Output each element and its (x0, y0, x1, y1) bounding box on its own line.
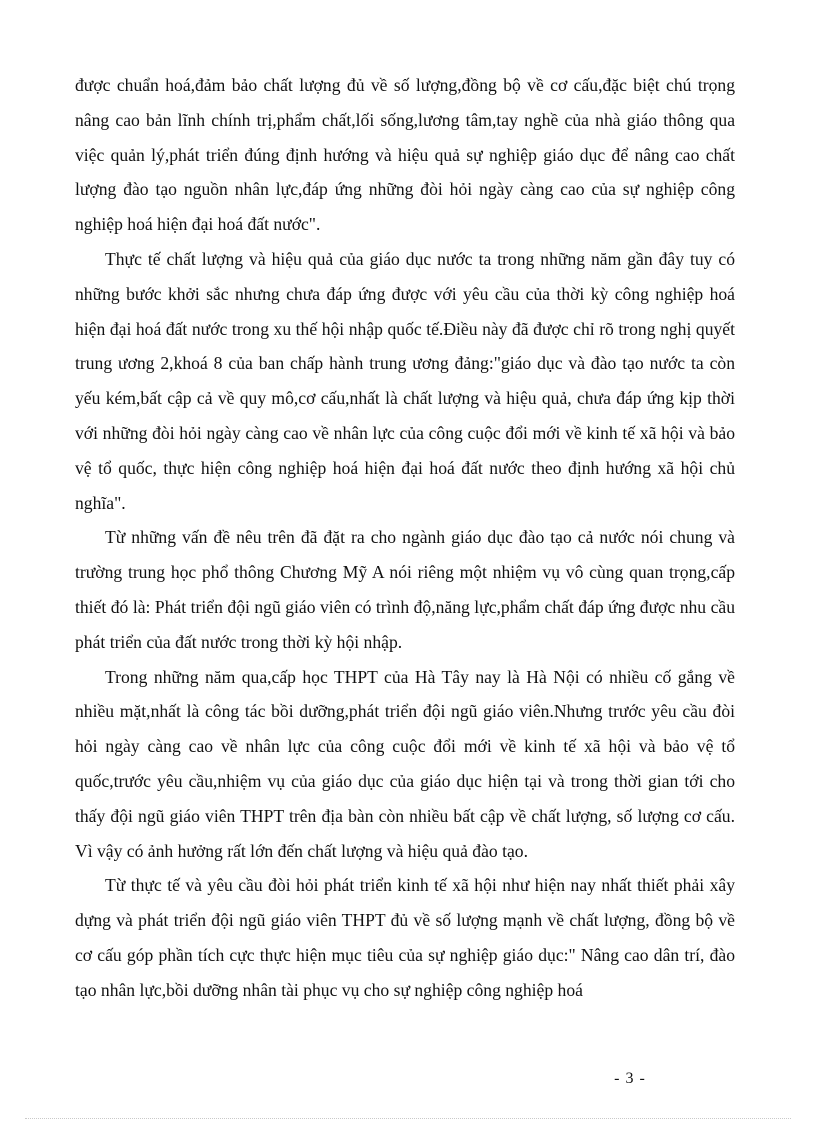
paragraph-continuation: được chuẩn hoá,đảm bảo chất lượng đủ về số lượng,đồng bộ về cơ cấu,đặc biệt chú trọng nâng cao bản lĩnh chính trị,phẩm chất,lối sống,lương tâm,tay nghề của nhà giáo thông qua việc quản lý,phát triển đúng định hướng và hiệu quả sự nghiệp giáo dục để nâng cao chất lượng đào tạo nguồn nhân lực,đáp ứng những đòi hỏi ngày càng cao của sự nghiệp công nghiệp hoá hiện đại hoá đất nước". (75, 75, 735, 235)
paragraph-school-mission: Từ những vấn đề nêu trên đã đặt ra cho ngành giáo dục đào tạo cả nước nói chung và trường trung học phổ thông Chương Mỹ A nói riêng một nhiệm vụ vô cùng quan trọng,cấp thiết đó là: Phát triển đội ngũ giáo viên có trình độ,năng lực,phẩm chất đáp ứng được nhu cầu phát triển của đất nước trong thời kỳ hội nhập. (75, 527, 735, 652)
document-body (75, 68, 735, 1008)
paragraph-education-quality: Thực tế chất lượng và hiệu quả của giáo dục nước ta trong những năm gần đây tuy có những bước khởi sắc nhưng chưa đáp ứng được với yêu cầu của thời kỳ công nghiệp hoá hiện đại hoá đất nước trong xu thế hội nhập quốc tế.Điều này đã được chỉ rõ trong nghị quyết trung ương 2,khoá 8 của ban chấp hành trung ương đảng:"giáo dục và đào tạo nước ta còn yếu kém,bất cập cả về quy mô,cơ cấu,nhất là chất lượng và hiệu quả, chưa đáp ứng kịp thời với những đòi hỏi ngày càng cao về nhân lực của công cuộc đổi mới về kinh tế xã hội và bảo vệ tổ quốc, thực hiện công nghiệp hoá hiện đại hoá đất nước theo định hướng xã hội chủ nghĩa". (75, 248, 735, 513)
paragraph-ha-tay-teachers: Trong những năm qua,cấp học THPT của Hà Tây nay là Hà Nội có nhiều cố gắng về nhiều mặt,nhất là công tác bồi dưỡng,phát triển đội ngũ giáo viên.Nhưng trước yêu cầu đòi hỏi ngày càng cao về nhân lực của công cuộc đổi mới về kinh tế xã hội và bảo vệ tổ quốc,trước yêu cầu,nhiệm vụ của giáo dục của giáo dục hiện tại và trong thời gian tới cho thấy đội ngũ giáo viên THPT trên địa bàn còn nhiều bất cập về chất lượng, số lượng cơ cấu. Vì vậy có ảnh hưởng rất lớn đến chất lượng và hiệu quả đào tạo. (75, 666, 735, 861)
paragraph-development-need: Từ thực tế và yêu cầu đòi hỏi phát triển kinh tế xã hội như hiện nay nhất thiết phải xây dựng và phát triển đội ngũ giáo viên THPT đủ về số lượng mạnh về chất lượng, đồng bộ về cơ cấu góp phần tích cực thực hiện mục tiêu của sự nghiệp giáo dục:" Nâng cao dân trí, đào tạo nhân lực,bồi dưỡng nhân tài phục vụ cho sự nghiệp công nghiệp hoá (75, 875, 735, 1000)
page-number: - 3 - (614, 1070, 646, 1087)
page-bottom-divider (25, 1118, 791, 1119)
